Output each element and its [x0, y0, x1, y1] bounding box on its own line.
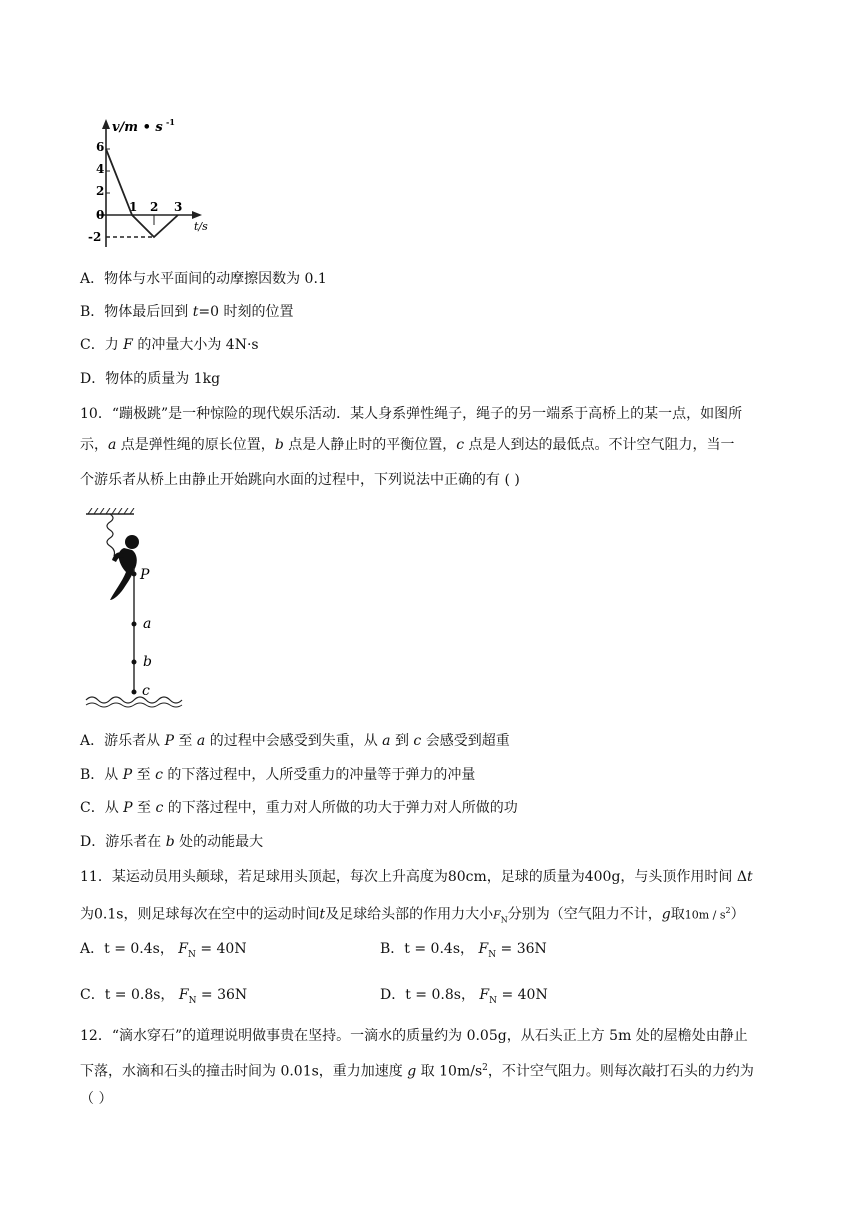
q10-text-line3: 个游乐者从桥上由静止开始跳向水面的过程中，下列说法中正确的有 ( ): [80, 472, 520, 488]
q11-option-a: A．t = 0.4s， $F_N = 40N$: [80, 941, 247, 960]
y-tick-4: 4: [96, 162, 105, 176]
y-axis-label: v/m • s: [112, 120, 163, 135]
y-tick-neg2: -2: [88, 230, 102, 244]
q11-option-d: D．t = 0.8s， $F_N = 40N$: [380, 987, 548, 1006]
point-c: [132, 690, 137, 695]
q12-text-line1: 12．“滴水穿石”的道理说明做事贵在坚持。一滴水的质量约为 0.05g，从石头正上方 5m 处的屋檐处由静止: [80, 1028, 748, 1044]
q10-option-b: B．从 P 至 c 的下落过程中，人所受重力的冲量等于弹力的冲量: [80, 767, 476, 783]
q9-option-b: B．物体最后回到 t=0 时刻的位置: [80, 304, 294, 320]
bungee-figure: [84, 508, 184, 708]
y-tick-6: 6: [96, 140, 105, 154]
label-p: P: [140, 567, 150, 583]
y-axis-arrow: [102, 119, 110, 129]
x-tick-1: 1: [129, 200, 138, 214]
y-axis-label-exp: -1: [166, 117, 175, 127]
q11-text-line2: 为0.1s，则足球每次在空中的运动时间t及足球给头部的作用力大小$F_N$分别为（空气阻力不计，g取$10m / s^2$）: [80, 906, 745, 925]
label-c: c: [142, 683, 150, 699]
point-p: [132, 572, 137, 577]
point-a: [132, 622, 137, 627]
x-axis-label: t/s: [194, 220, 208, 233]
q11-option-b: B．t = 0.4s， $F_N = 36N$: [380, 941, 547, 960]
q9-option-a: A．物体与水平面间的动摩擦因数为 0.1: [80, 271, 327, 287]
q11-option-c: C．t = 0.8s， $F_N = 36N$: [80, 987, 248, 1006]
q10-option-a: A．游乐者从 P 至 a 的过程中会感受到失重，从 a 到 c 会感受到超重: [80, 733, 510, 749]
velocity-time-graph: [86, 115, 236, 255]
q10-text-line1: 10．“蹦极跳”是一种惊险的现代娱乐活动．某人身系弹性绳子，绳子的另一端系于高桥上的某一点，如图所: [80, 406, 743, 422]
q10-option-d: D．游乐者在 b 处的动能最大: [80, 834, 264, 850]
q9-option-c: C．力 F 的冲量大小为 4N·s: [80, 337, 259, 353]
x-tick-3: 3: [174, 200, 183, 214]
x-tick-2: 2: [150, 200, 159, 214]
q12-text-line2: 下落，水滴和石头的撞击时间为 0.01s，重力加速度 g 取 $10m/s^2$，不计空气阻力。则每次敲打石头的力约为: [80, 1063, 754, 1080]
water-waves: [86, 697, 182, 703]
label-b: b: [143, 654, 152, 670]
q10-text-line2: 示，a 点是弹性绳的原长位置，b 点是人静止时的平衡位置，c 点是人到达的最低点。不计空气阻力，当一: [80, 437, 735, 453]
y-tick-0: 0: [96, 208, 105, 222]
x-axis-arrow: [192, 211, 202, 219]
y-tick-2: 2: [96, 184, 105, 198]
spring: [107, 514, 115, 556]
q10-option-c: C．从 P 至 c 的下落过程中，重力对人所做的功大于弹力对人所做的功: [80, 800, 518, 816]
point-b: [132, 660, 137, 665]
velocity-line: [106, 149, 178, 237]
q11-text-line1: 11．某运动员用头颠球，若足球用头顶起，每次上升高度为80cm，足球的质量为400g，与头顶作用时间 Δt: [80, 869, 753, 885]
label-a: a: [143, 616, 152, 632]
q12-text-line3: （ ）: [80, 1091, 113, 1107]
q9-option-d: D．物体的质量为 1kg: [80, 371, 221, 387]
